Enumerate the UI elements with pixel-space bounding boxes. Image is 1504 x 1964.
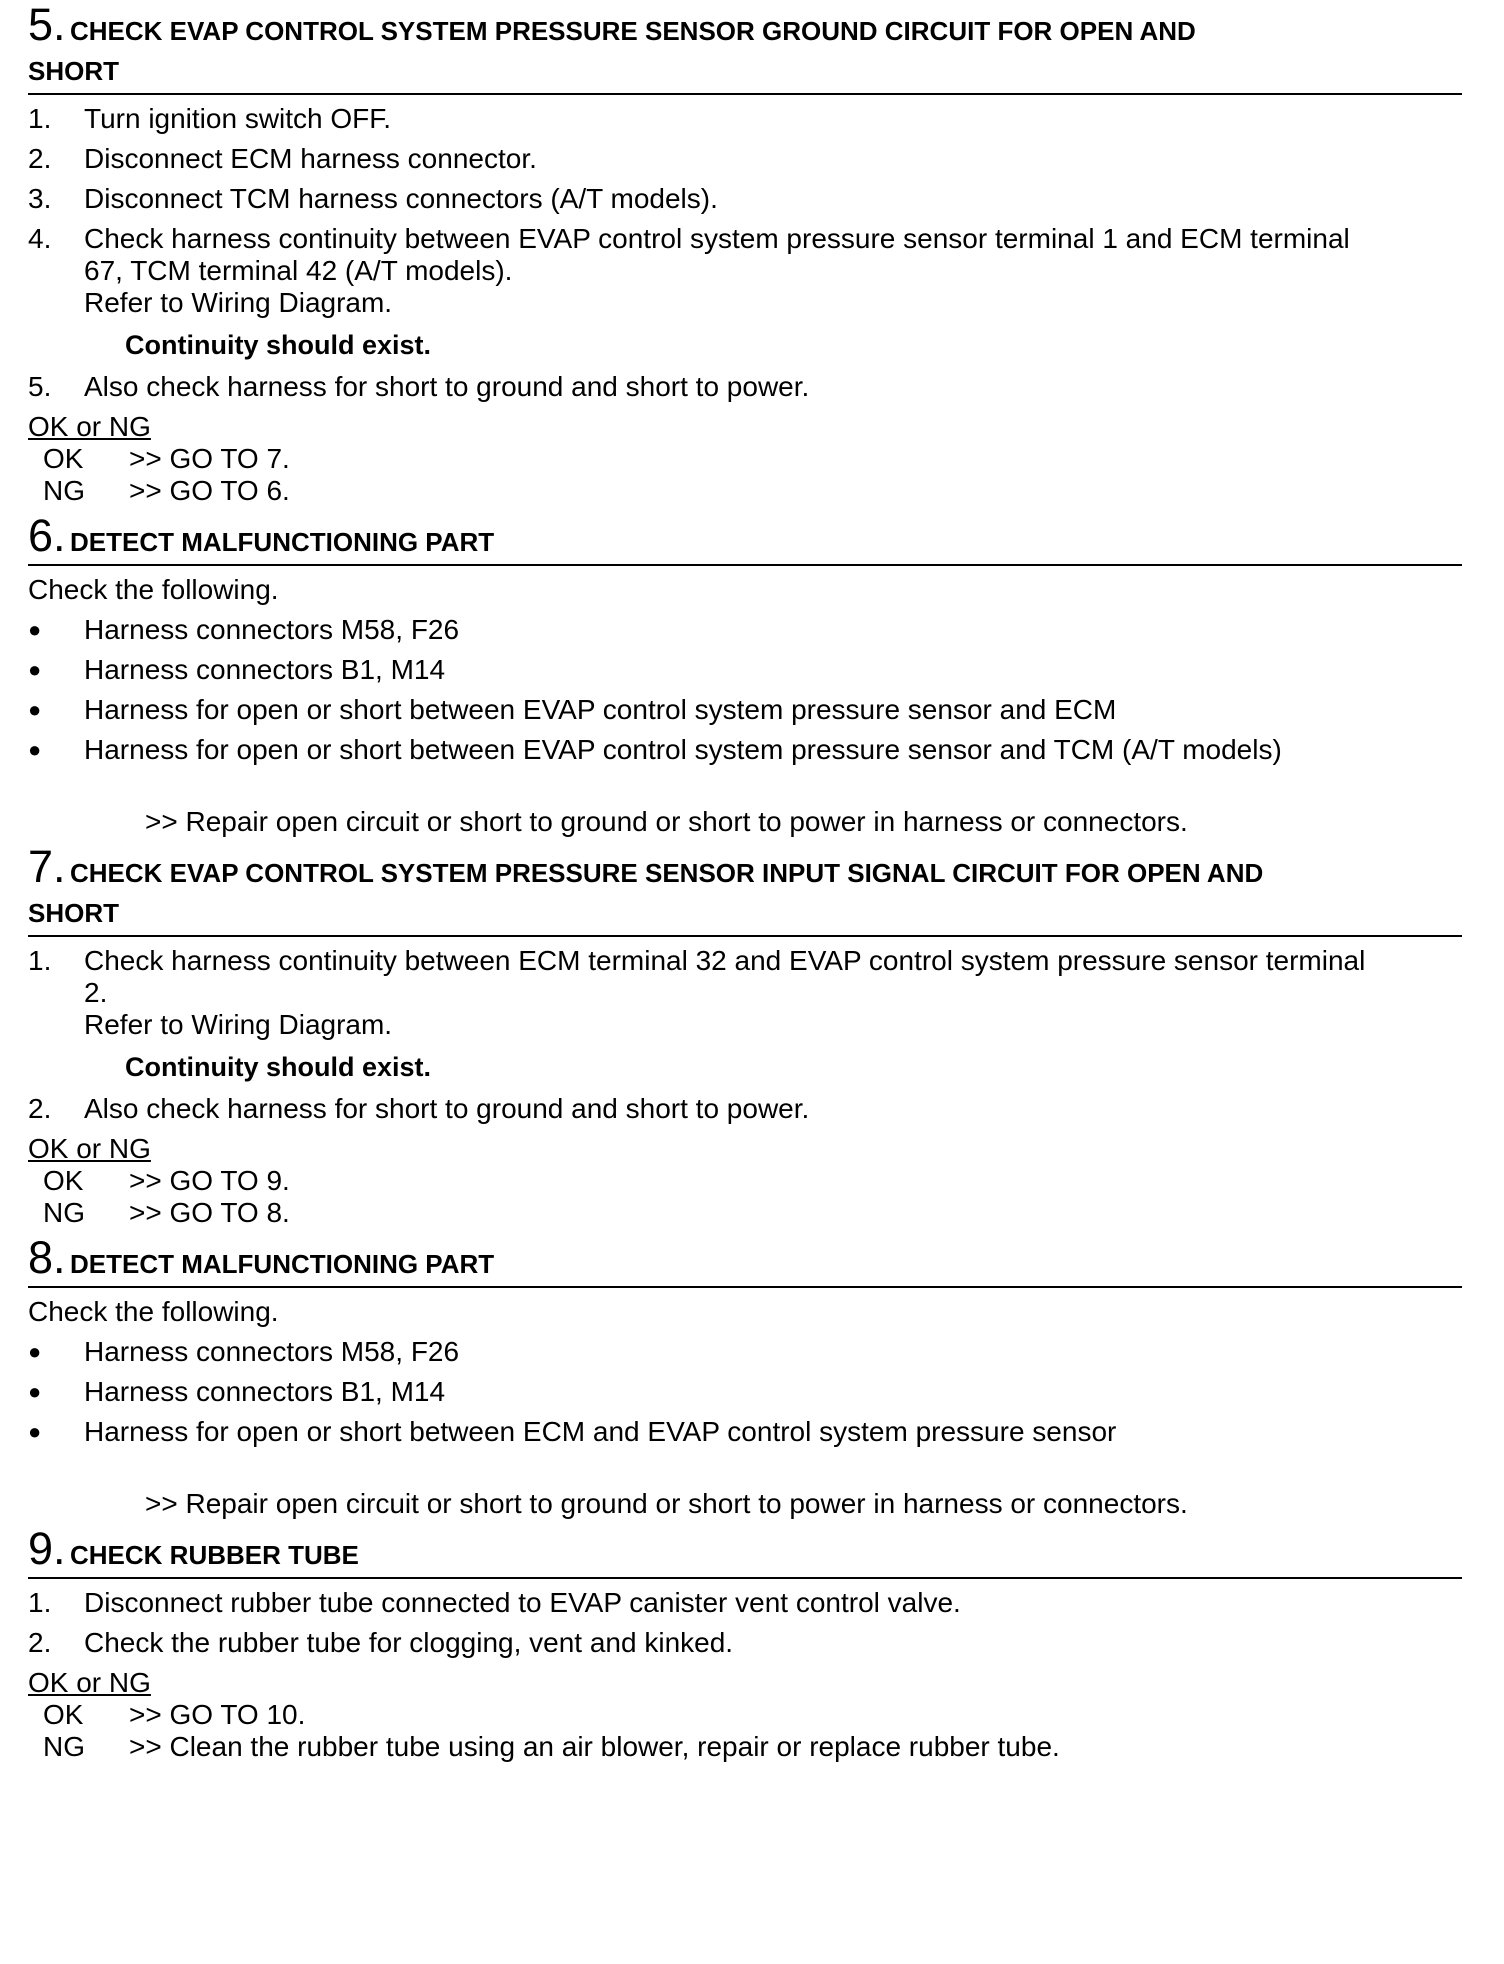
step-5-okng-label: OK or NG [28,411,151,442]
bullet-icon: ● [28,1339,42,1364]
step-8 [28,1232,1462,1520]
item-text: Also check harness for short to ground and short to power. [84,1093,810,1124]
item-index: 2. [28,1627,52,1658]
step-6-header [28,510,1462,566]
step-5-item-3 [28,183,1462,215]
bullet-icon: ● [28,1419,42,1444]
item-index: 1. [28,945,52,976]
ng-action: >> GO TO 8. [129,1197,290,1228]
item-text: Disconnect TCM harness connectors (A/T models). [84,183,718,214]
step-6-title: DETECT MALFUNCTIONING PART [70,527,495,557]
step-9-ng-row [28,1731,1462,1763]
step-9-okng-label: OK or NG [28,1667,151,1698]
step-9 [28,1523,1462,1763]
item-index: 3. [28,183,52,214]
step-5-number: 5 [28,0,54,50]
item-text [84,223,1462,319]
ok-action: >> GO TO 9. [129,1165,290,1196]
procedure-page [28,0,1462,1763]
item-index: 2. [28,1093,52,1124]
item-text [84,945,1462,1041]
item-text: Check the rubber tube for clogging, vent and kinked. [84,1627,734,1658]
step-7-title: CHECK EVAP CONTROL SYSTEM PRESSURE SENSOR INPUT SIGNAL CIRCUIT FOR OPEN AND [70,858,1264,888]
step-6-bullet-4 [28,734,1462,766]
bullet-icon: ● [28,657,42,682]
step-5-header [28,0,1462,95]
step-6-bullet-3 [28,694,1462,726]
bullet-icon: ● [28,697,42,722]
step-8-number-dot: . [53,1232,66,1283]
item-text-line: Refer to Wiring Diagram. [84,287,393,318]
step-8-header [28,1232,1462,1288]
item-index: 2. [28,143,52,174]
item-index: 1. [28,1587,52,1618]
step-7-ok-row [28,1165,1462,1197]
bullet-text: Harness for open or short between EVAP control system pressure sensor and ECM [84,694,1117,725]
ok-action: >> GO TO 7. [129,443,290,474]
step-9-title: CHECK RUBBER TUBE [70,1540,359,1570]
step-5-title-line1 [28,0,1462,51]
step-9-header [28,1523,1462,1579]
ng-key: NG [43,1197,85,1228]
step-6-number: 6 [28,510,54,561]
step-5-ok-row [28,443,1462,475]
step-5-item-2 [28,143,1462,175]
bullet-icon: ● [28,617,42,642]
step-8-title: DETECT MALFUNCTIONING PART [70,1249,495,1279]
step-8-bullet-2 [28,1376,1462,1408]
ok-key: OK [43,1165,84,1196]
bullet-text: Harness for open or short between EVAP control system pressure sensor and TCM (A/T models) [84,734,1282,765]
step-7-item-2 [28,1093,1462,1125]
step-9-item-1 [28,1587,1462,1619]
ng-action: >> GO TO 6. [129,475,290,506]
step-5-title: CHECK EVAP CONTROL SYSTEM PRESSURE SENSOR GROUND CIRCUIT FOR OPEN AND [70,16,1196,46]
step-6-repair-action: >> Repair open circuit or short to ground or short to power in harness or connectors. [145,806,1188,837]
step-6 [28,510,1462,838]
step-5-item-4 [28,223,1462,319]
item-index: 1. [28,103,52,134]
step-8-bullet-3 [28,1416,1462,1448]
step-6-number-dot: . [53,510,66,561]
step-7-header [28,841,1462,937]
bullet-icon: ● [28,737,42,762]
item-text: Disconnect rubber tube connected to EVAP canister vent control valve. [84,1587,961,1618]
ng-key: NG [43,475,85,506]
step-7-item-1 [28,945,1462,1041]
step-7-number: 7 [28,841,54,892]
step-9-ok-row [28,1699,1462,1731]
step-8-bullet-1 [28,1336,1462,1368]
step-8-repair-action: >> Repair open circuit or short to ground or short to power in harness or connectors. [145,1488,1188,1519]
step-9-number: 9 [28,1523,54,1574]
ok-key: OK [43,1699,84,1730]
item-text-line: Check harness continuity between ECM terminal 32 and EVAP control system pressure sensor terminal [84,945,1366,976]
ok-key: OK [43,443,84,474]
step-8-intro: Check the following. [28,1296,279,1327]
item-text: Also check harness for short to ground and short to power. [84,371,810,402]
step-7 [28,841,1462,1229]
ok-action: >> GO TO 10. [129,1699,306,1730]
item-index: 5. [28,371,52,402]
step-5-ng-row [28,475,1462,507]
step-5 [28,0,1462,507]
ng-key: NG [43,1731,85,1762]
item-text: Turn ignition switch OFF. [84,103,392,134]
step-6-bullet-2 [28,654,1462,686]
step-7-number-dot: . [53,841,66,892]
item-text: Disconnect ECM harness connector. [84,143,537,174]
step-7-title-line1 [28,841,1462,893]
item-text-line: Refer to Wiring Diagram. [84,1009,393,1040]
item-text-line: 67, TCM terminal 42 (A/T models). [84,255,513,286]
item-index: 4. [28,223,52,254]
step-7-ng-row [28,1197,1462,1229]
bullet-text: Harness for open or short between ECM and EVAP control system pressure sensor [84,1416,1117,1447]
step-9-item-2 [28,1627,1462,1659]
item-text-line: 2. [84,977,108,1008]
step-7-condition: Continuity should exist. [125,1052,432,1082]
bullet-text: Harness connectors M58, F26 [84,614,460,645]
step-7-okng-label: OK or NG [28,1133,151,1164]
bullet-text: Harness connectors B1, M14 [84,654,446,685]
bullet-text: Harness connectors M58, F26 [84,1336,460,1367]
step-8-number: 8 [28,1232,54,1283]
step-5-number-dot: . [53,0,66,50]
bullet-text: Harness connectors B1, M14 [84,1376,446,1407]
ng-action: >> Clean the rubber tube using an air blower, repair or replace rubber tube. [129,1731,1060,1762]
step-5-condition: Continuity should exist. [125,330,432,360]
step-5-item-1 [28,103,1462,135]
step-5-title-cont: SHORT [28,56,119,86]
step-6-bullet-1 [28,614,1462,646]
step-6-intro: Check the following. [28,574,279,605]
bullet-icon: ● [28,1379,42,1404]
step-9-number-dot: . [53,1523,66,1574]
item-text-line: Check harness continuity between EVAP control system pressure sensor terminal 1 and ECM terminal [84,223,1350,254]
step-5-item-5 [28,371,1462,403]
step-7-title-cont: SHORT [28,898,119,928]
